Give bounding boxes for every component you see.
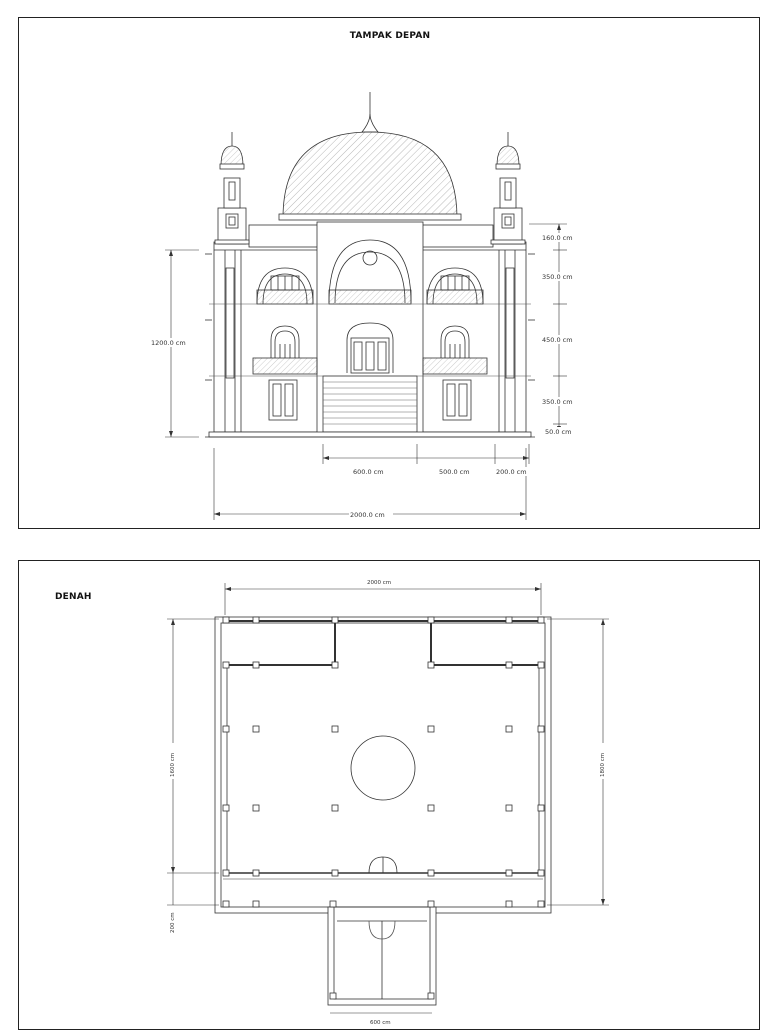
- front-stairs: [323, 376, 417, 432]
- plan-dim-right: 1800 cm: [600, 752, 606, 777]
- plan-dim-top: 2000 cm: [367, 580, 392, 586]
- elevation-title: TAMPAK DEPAN: [349, 31, 431, 41]
- dim-2000: 2000.0 cm: [350, 511, 385, 519]
- dim-600: 600.0 cm: [353, 468, 384, 476]
- dim-350-lower: 350.0 cm: [542, 398, 573, 406]
- plan-dim-bottom: 600 cm: [370, 1020, 391, 1026]
- mosque-elevation: [205, 92, 535, 437]
- dim-450: 450.0 cm: [542, 336, 573, 344]
- dim-1200: 1200.0 cm: [151, 339, 186, 347]
- left-minaret: [218, 208, 246, 244]
- dim-350-upper: 350.0 cm: [542, 273, 573, 281]
- main-dome: [283, 132, 457, 218]
- floor-plan-sheet: [18, 560, 760, 1030]
- plan-dim-left: 1600 cm: [170, 752, 176, 777]
- dim-160: 160.0 cm: [542, 234, 573, 242]
- floor-plan: [215, 617, 551, 1005]
- plan-title: DENAH: [55, 592, 92, 602]
- plan-drawing: [19, 561, 761, 1031]
- dim-200: 200.0 cm: [496, 468, 527, 476]
- front-elevation-sheet: [18, 17, 760, 529]
- right-minaret: [494, 208, 522, 244]
- elevation-drawing: [19, 18, 761, 530]
- dim-50: 50.0 cm: [545, 428, 572, 436]
- dim-500: 500.0 cm: [439, 468, 470, 476]
- plan-dim-bottom-left: 200 cm: [170, 912, 176, 933]
